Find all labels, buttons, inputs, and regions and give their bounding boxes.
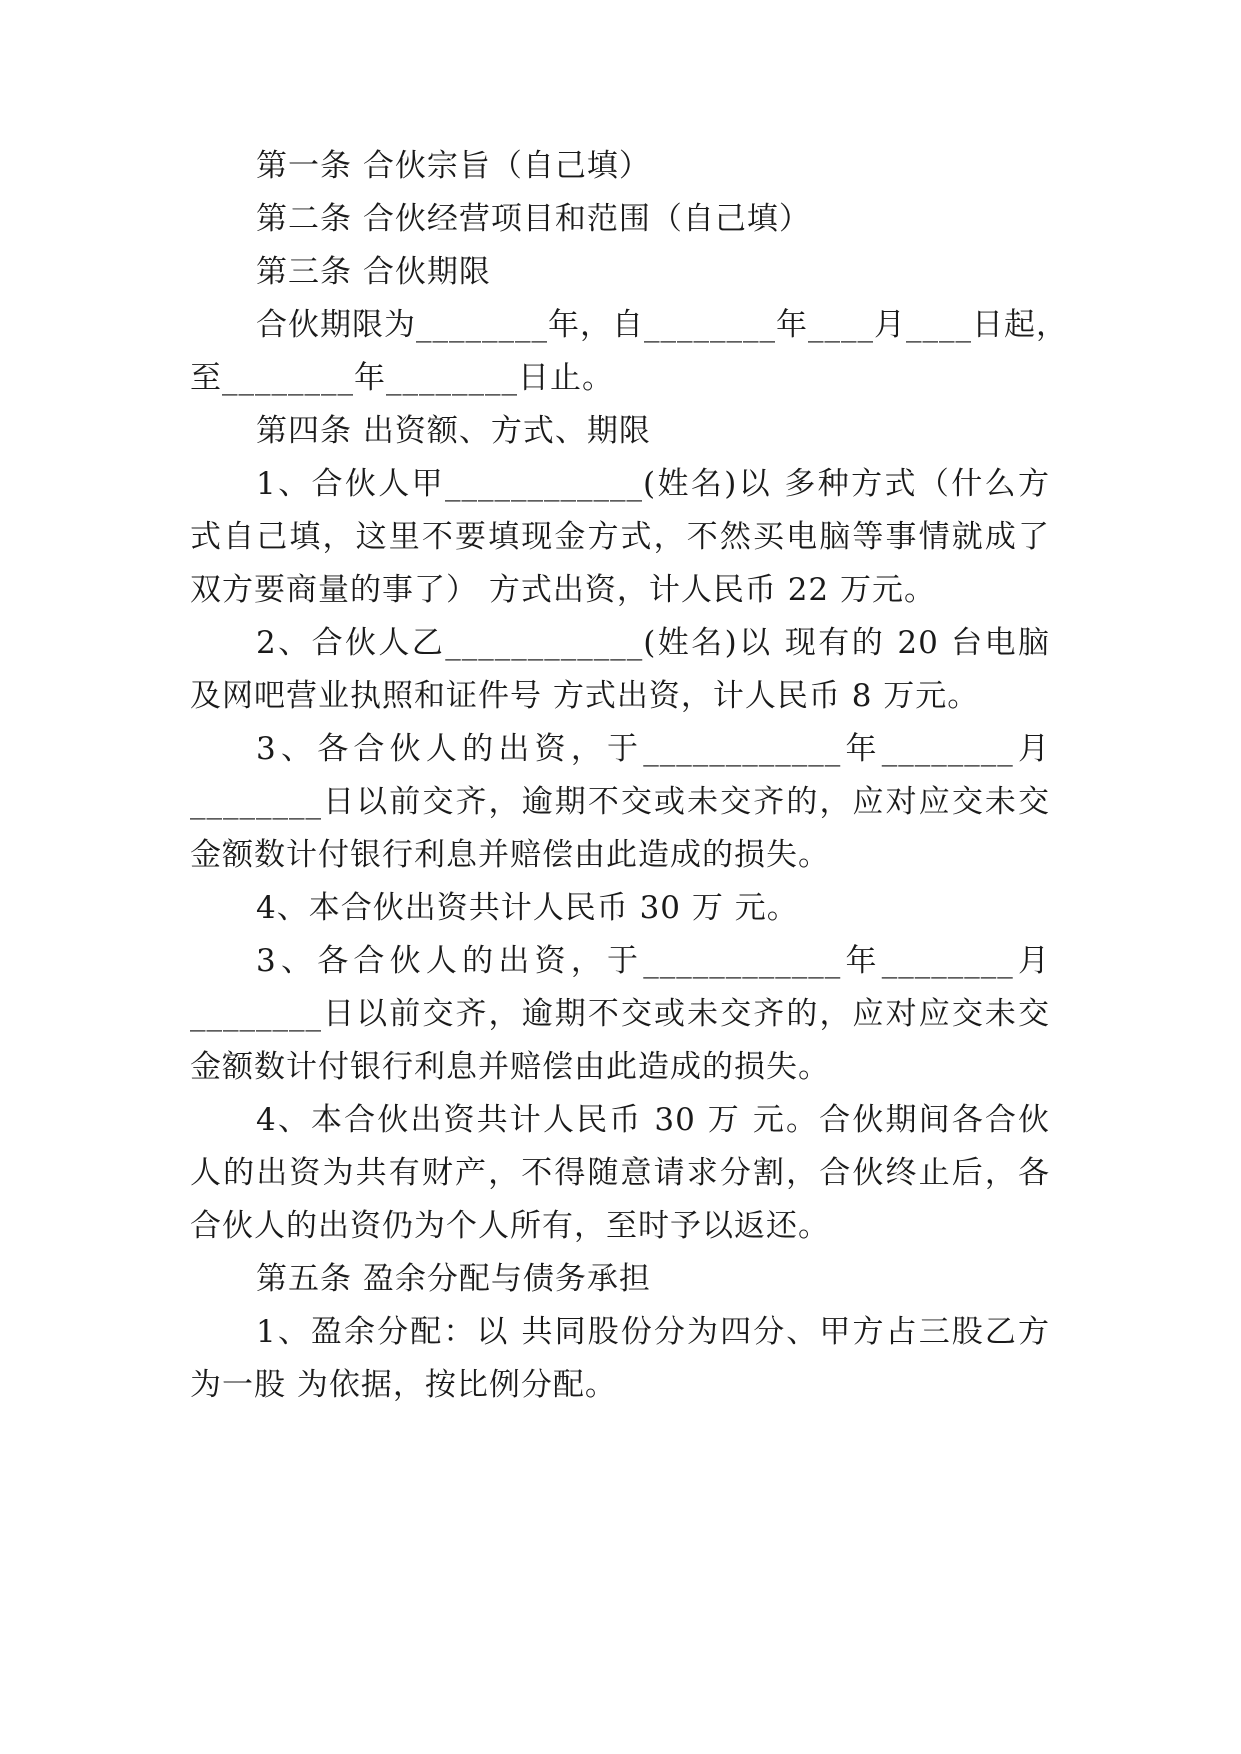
term-line-2: 至________年________日止。 [190, 360, 614, 396]
clause-4-4b-line-3: 合伙人的出资仍为个人所有，至时予以返还。 [190, 1208, 830, 1244]
clause-4-2-line-1: 2、合伙人乙____________(姓名)以 现有的 20 台电脑 [256, 625, 1050, 661]
clause-5-1-line-2: 为一股 为依据，按比例分配。 [190, 1367, 617, 1403]
article-2-heading: 第二条 合伙经营项目和范围（自己填） [256, 201, 811, 237]
clause-4-3-line-2: ________日以前交齐，逾期不交或未交齐的，应对应交未交 [190, 784, 1050, 820]
clause-4-1-line-2: 式自己填，这里不要填现金方式，不然买电脑等事情就成了 [190, 519, 1050, 555]
article-1-heading: 第一条 合伙宗旨（自己填） [256, 148, 651, 184]
clause-4-4b-line-1: 4、本合伙出资共计人民币 30 万 元。合伙期间各合伙 [256, 1102, 1050, 1138]
clause-5-1-line-1: 1、盈余分配：以 共同股份分为四分、甲方占三股乙方 [256, 1314, 1050, 1350]
clause-4-1-line-1: 1、合伙人甲____________(姓名)以 多种方式（什么方 [256, 466, 1050, 502]
clause-4-4-line-1: 4、本合伙出资共计人民币 30 万 元。 [256, 890, 799, 926]
clause-4-3-line-1: 3、各合伙人的出资，于____________年________月 [256, 731, 1050, 767]
clause-4-2-line-2: 及网吧营业执照和证件号 方式出资，计人民币 8 万元。 [190, 678, 980, 714]
clause-4-4b-line-2: 人的出资为共有财产，不得随意请求分割，合伙终止后，各 [190, 1155, 1050, 1191]
article-5-heading: 第五条 盈余分配与债务承担 [256, 1261, 651, 1297]
clause-4-3b-line-3: 金额数计付银行利息并赔偿由此造成的损失。 [190, 1049, 830, 1085]
clause-4-3-line-3: 金额数计付银行利息并赔偿由此造成的损失。 [190, 837, 830, 873]
term-line-1: 合伙期限为________年，自________年____月____日起， [256, 307, 1068, 343]
clause-4-3b-line-2: ________日以前交齐，逾期不交或未交齐的，应对应交未交 [190, 996, 1050, 1032]
article-4-heading: 第四条 出资额、方式、期限 [256, 413, 651, 449]
article-3-heading: 第三条 合伙期限 [256, 254, 491, 290]
clause-4-1-line-3: 双方要商量的事了） 方式出资，计人民币 22 万元。 [190, 572, 937, 608]
clause-4-3b-line-1: 3、各合伙人的出资，于____________年________月 [256, 943, 1050, 979]
